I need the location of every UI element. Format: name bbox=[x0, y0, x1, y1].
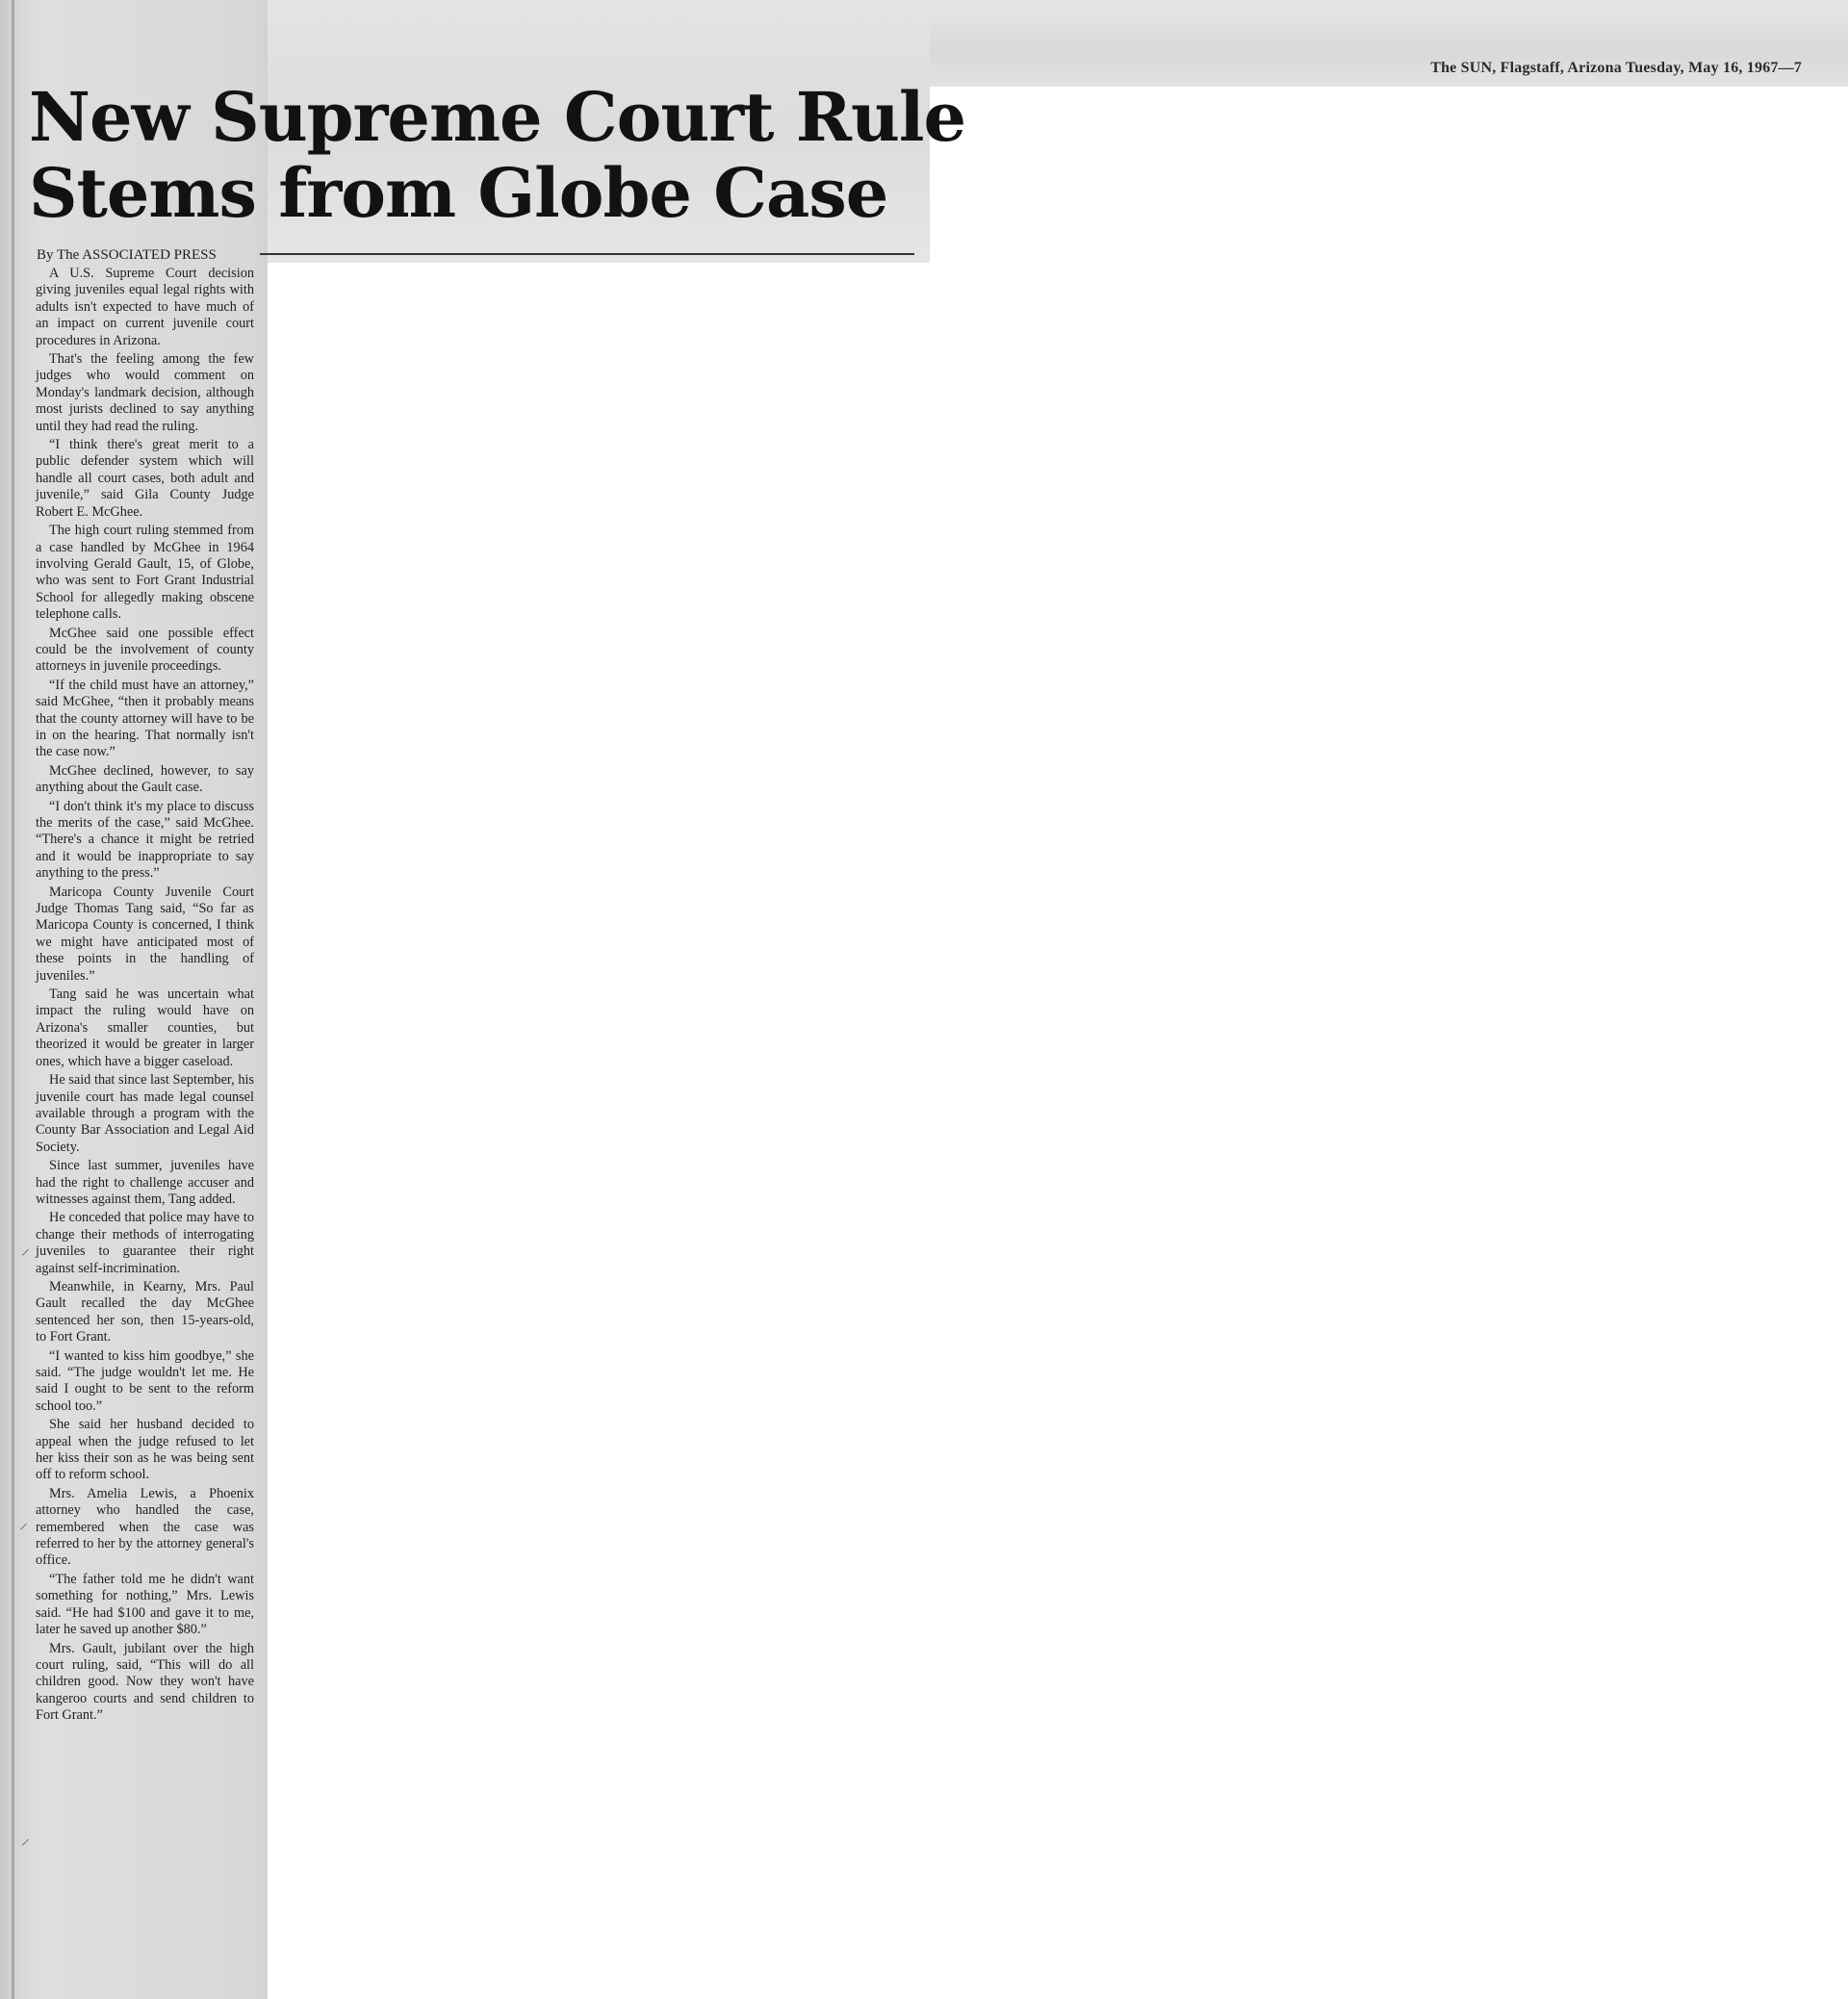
paragraph: “I don't think it's my place to discuss the merits of the case,” said McGhee. “There's a chance it might be retried and it would be inappropriate to say anything to the press.” bbox=[36, 798, 254, 882]
margin-smudge: ⸝ bbox=[19, 1513, 28, 1533]
headline-line-1: New Supreme Court Rule bbox=[29, 77, 966, 157]
margin-smudge: ⸝ bbox=[21, 1239, 30, 1259]
headline-rule bbox=[260, 253, 914, 255]
paragraph: “If the child must have an attorney,” said McGhee, “then it probably means that the county attorney will have to be in on the hearing. That normally isn't the case now.” bbox=[36, 677, 254, 760]
headline-line-2: Stems from Globe Case bbox=[29, 153, 888, 233]
paragraph: A U.S. Supreme Court decision giving juveniles equal legal rights with adults isn't expected to have much of an impact on current juvenile court procedures in Arizona. bbox=[36, 266, 254, 348]
paragraph: Tang said he was uncertain what impact the ruling would have on Arizona's smaller counties, but theorized it would be greater in larger ones, which have a bigger caseload. bbox=[36, 987, 254, 1069]
paragraph: He said that since last September, his juvenile court has made legal counsel available through a program with the County Bar Association and Legal Aid Society. bbox=[36, 1072, 254, 1155]
paragraph: Mrs. Amelia Lewis, a Phoenix attorney who handled the case, remembered when the case was referred to her by the attorney general's office. bbox=[36, 1485, 254, 1569]
paragraph: He conceded that police may have to change their methods of interrogating juveniles to guarantee their right against self-incrimination. bbox=[36, 1210, 254, 1276]
headline bbox=[29, 77, 966, 233]
paragraph: Maricopa County Juvenile Court Judge Thomas Tang said, “So far as Maricopa County is concerned, I think we might have anticipated most of these points in the handling of juveniles.” bbox=[36, 884, 254, 984]
byline: By The ASSOCIATED PRESS bbox=[37, 247, 217, 263]
paragraph: “I think there's great merit to a public defender system which will handle all court cases, both adult and juvenile,” said Gila County Judge Robert E. McGhee. bbox=[36, 437, 254, 520]
paragraph: She said her husband decided to appeal when the judge refused to let her kiss their son as he was being sent off to reform school. bbox=[36, 1417, 254, 1483]
page-fold-edge bbox=[12, 0, 14, 1999]
paragraph: Mrs. Gault, jubilant over the high court ruling, said, “This will do all children good. Now they won't have kangeroo courts and send children to Fort Grant.” bbox=[36, 1640, 254, 1724]
paragraph: Since last summer, juveniles have had the right to challenge accuser and witnesses against them, Tang added. bbox=[36, 1158, 254, 1207]
page-folio: The SUN, Flagstaff, Arizona Tuesday, May 16, 1967—7 bbox=[1430, 60, 1802, 76]
paragraph: “The father told me he didn't want something for nothing,” Mrs. Lewis said. “He had $100 and gave it to me, later he saved up another $80.” bbox=[36, 1571, 254, 1638]
paragraph: The high court ruling stemmed from a case handled by McGhee in 1964 involving Gerald Gault, 15, of Globe, who was sent to Fort Grant Industrial School for allegedly making obscene telephone calls. bbox=[36, 523, 254, 623]
paragraph: McGhee declined, however, to say anything about the Gault case. bbox=[36, 762, 254, 796]
paragraph: That's the feeling among the few judges who would comment on Monday's landmark decision, although most jurists declined to say anything until they had read the ruling. bbox=[36, 351, 254, 434]
paragraph: McGhee said one possible effect could be the involvement of county attorneys in juvenile proceedings. bbox=[36, 625, 254, 675]
article-body bbox=[36, 266, 254, 1727]
paragraph: Meanwhile, in Kearny, Mrs. Paul Gault recalled the day McGhee sentenced her son, then 15-years-old, to Fort Grant. bbox=[36, 1278, 254, 1345]
margin-smudge: ⸝ bbox=[21, 1829, 30, 1849]
paragraph: “I wanted to kiss him goodbye,” she said. “The judge wouldn't let me. He said I ought to be sent to the reform school too.” bbox=[36, 1347, 254, 1414]
